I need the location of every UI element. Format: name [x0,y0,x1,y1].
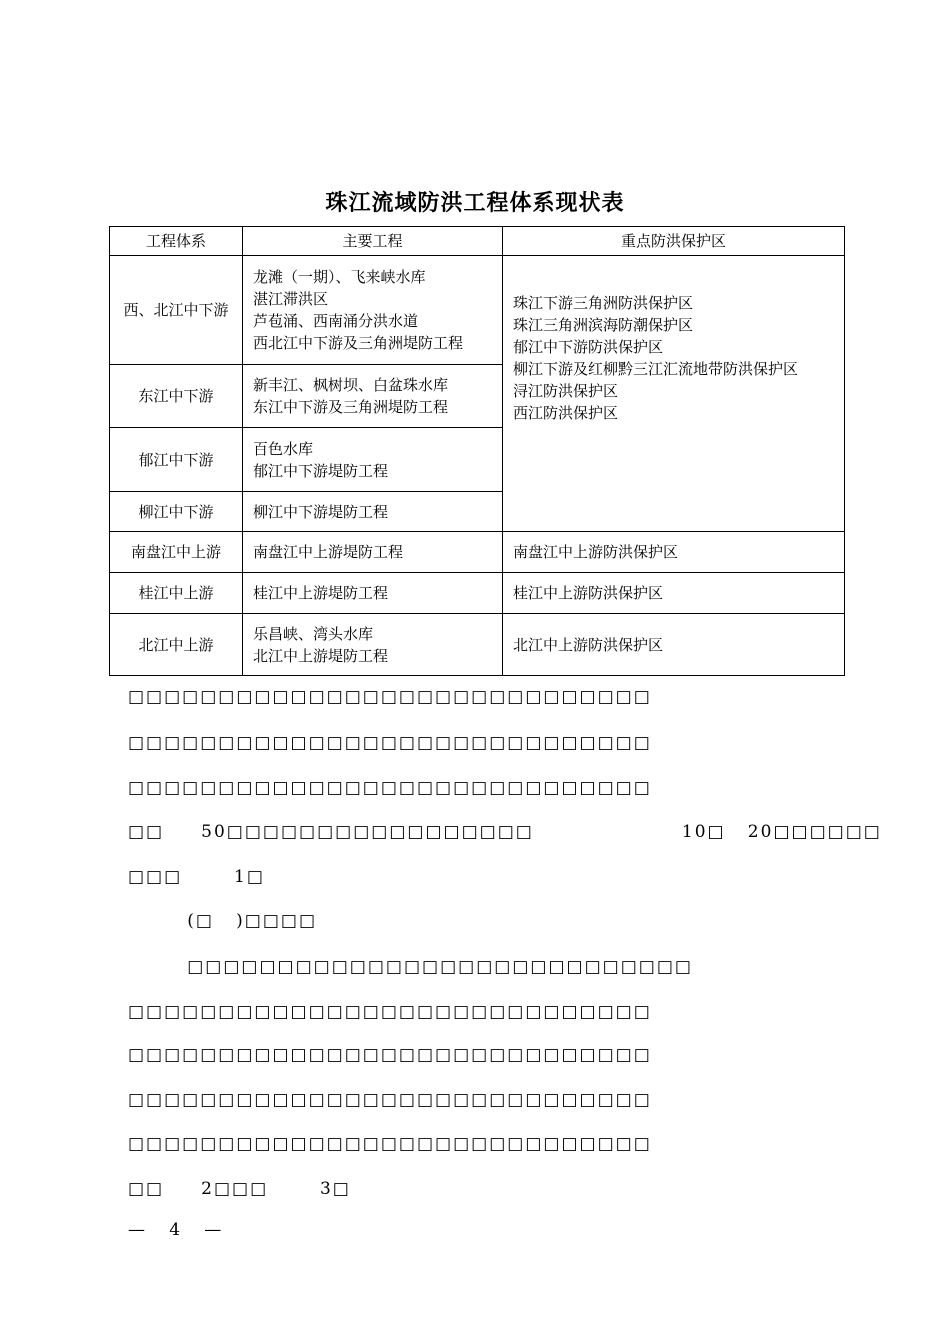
protect-line: 珠江下游三角洲防洪保护区 [513,293,694,312]
projects-cell [243,365,503,428]
system-cell: 桂江中上游 [110,573,243,614]
system-cell: 南盘江中上游 [110,532,243,573]
protect-line: 桂江中上游防洪保护区 [513,584,664,602]
projects-cell [243,492,503,532]
system-cell: 北江中上游 [110,614,243,676]
body-text-line: □□□□□□□□□□□□□□□□□□□□□□□□□□□□□ [128,1002,652,1022]
protect-line: 南盘江中上游防洪保护区 [513,543,679,561]
table-row [110,573,845,614]
table-header-row [110,227,845,256]
protect-cell [503,614,845,676]
project-line: 桂江中上游堤防工程 [253,584,389,602]
protect-cell [503,573,845,614]
protect-line: 北江中上游防洪保护区 [513,635,664,654]
table-row [110,614,845,676]
body-text-line: □□□□□□□□□□□□□□□□□□□□□□□□□□□□□ [128,1134,652,1154]
body-text-line: □□□□□□□□□□□□□□□□□□□□□□□□□□□□□ [128,1045,652,1065]
project-line: 百色水库 [253,439,314,458]
project-line: 湛江滞洪区 [253,290,329,308]
project-line: 北江中上游堤防工程 [253,646,389,665]
system-cell: 东江中下游 [110,365,243,428]
body-text-line: □□□ 1□ [128,867,265,887]
body-text-line: □□□□□□□□□□□□□□□□□□□□□□□□□□□□□ [128,687,652,707]
project-line: 芦苞涌、西南涌分洪水道 [253,312,419,330]
projects-cell [243,428,503,492]
system-cell: 郁江中下游 [110,428,243,492]
section-heading: (□ )□□□□ [128,911,318,931]
protect-cell [503,532,845,573]
project-line: 郁江中下游堤防工程 [253,461,389,480]
project-line: 龙滩（一期）、飞来峡水库 [253,268,426,286]
protect-line: 珠江三角洲滨海防潮保护区 [513,315,694,334]
body-text-line: □□□□□□□□□□□□□□□□□□□□□□□□□□□□□ [128,733,652,753]
projects-cell [243,614,503,676]
project-line: 西北江中下游及三角洲堤防工程 [253,334,464,352]
protect-line: 西江防洪保护区 [513,403,619,422]
body-text-line: □□□□□□□□□□□□□□□□□□□□□□□□□□□□□ [128,1090,652,1110]
body-text-line: □□ 50□□□□□□□□□□□□□□□□□ 10□ 20□□□□□□ [128,822,882,842]
project-line: 乐昌峡、湾头水库 [253,624,374,643]
table-row [110,256,845,365]
page-number: — 4 — [128,1220,224,1240]
body-text-line: □□□□□□□□□□□□□□□□□□□□□□□□□□□□ [128,957,693,977]
table-title: 珠江流域防洪工程体系现状表 [325,191,625,216]
flood-control-table [109,226,845,676]
protect-line: 郁江中下游防洪保护区 [513,337,664,356]
projects-cell [243,573,503,614]
system-cell: 西、北江中下游 [110,256,243,365]
body-text-line: □□□□□□□□□□□□□□□□□□□□□□□□□□□□□ [128,778,652,798]
project-line: 新丰江、枫树坝、白盆珠水库 [253,376,449,394]
body-text-line: □□ 2□□□ 3□ [128,1179,351,1199]
protect-line: 浔江防洪保护区 [513,381,619,400]
protect-line: 柳江下游及红柳黔三江汇流地带防洪保护区 [513,359,799,378]
projects-cell [243,532,503,573]
system-cell: 柳江中下游 [110,492,243,532]
header-protect: 重点防洪保护区 [503,227,845,256]
header-system: 工程体系 [110,227,243,256]
projects-cell [243,256,503,365]
project-line: 柳江中下游堤防工程 [253,502,389,521]
table-row [110,532,845,573]
header-projects: 主要工程 [243,227,503,256]
project-line: 南盘江中上游堤防工程 [253,543,404,561]
project-line: 东江中下游及三角洲堤防工程 [253,398,449,416]
merged-protect-cell [503,256,845,532]
